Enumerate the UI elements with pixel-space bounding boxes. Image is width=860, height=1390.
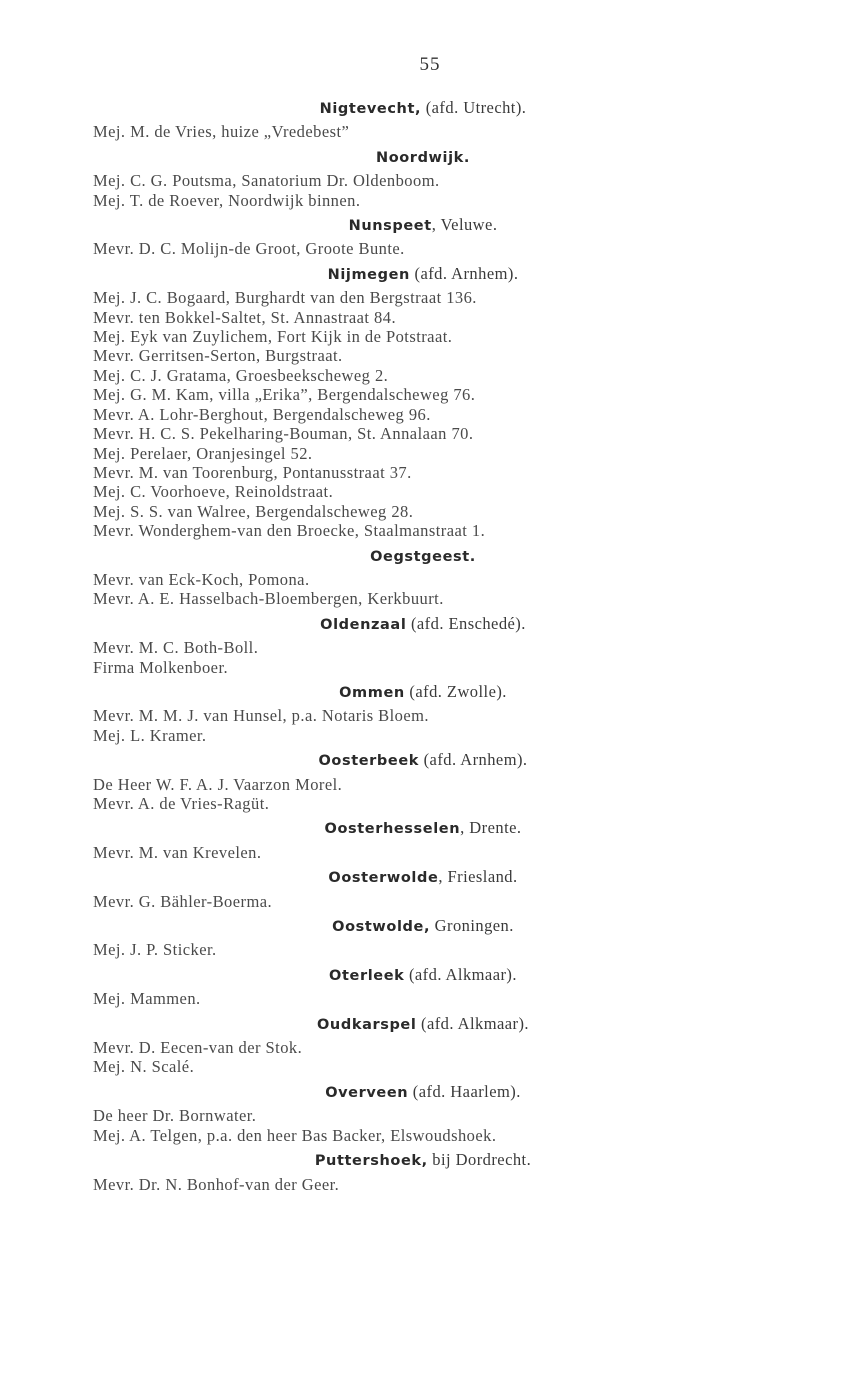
directory-section [93, 965, 673, 1009]
member-entry: Mevr. A. de Vries-Ragüt. [93, 794, 270, 813]
member-entry: Mevr. Gerritsen-Serton, Burgstraat. [93, 346, 343, 366]
directory-section [93, 98, 673, 142]
member-entry: Mej. C. J. Gratama, Groesbeekscheweg 2. [93, 365, 389, 385]
member-entry: Firma Molkenboer. [93, 657, 229, 677]
region-note: , Drente. [460, 818, 522, 838]
member-entry: Mevr. M. van Toorenburg, Pontanusstraat 37. [93, 462, 412, 482]
member-entry: Mej. J. C. Bogaard, Burghardt van den Bergstraat 136. [93, 288, 477, 308]
place-name: Oegstgeest. [370, 548, 476, 565]
place-name: Oterleek [329, 967, 405, 984]
section-heading [93, 215, 673, 236]
place-name: Oosterbeek [318, 753, 420, 770]
section-heading [93, 1014, 673, 1035]
member-entry: Mevr. M. C. Both-Boll. [93, 638, 259, 658]
directory-section [93, 682, 673, 745]
member-entry: Mevr. Wonderghem-van den Broecke, Staalmanstraat 1. [93, 521, 486, 541]
section-heading [93, 264, 673, 285]
section-heading [93, 682, 673, 703]
member-entry: Mej. S. S. van Walree, Bergendalscheweg 28. [93, 501, 414, 521]
directory-section [93, 818, 673, 862]
section-heading [93, 818, 673, 839]
member-entry: De Heer W. F. A. J. Vaarzon Morel. [93, 774, 343, 794]
directory-section [93, 750, 673, 813]
region-note: (afd. Alkmaar). [416, 1013, 529, 1033]
directory-section [93, 546, 673, 609]
directory-section [93, 264, 673, 541]
section-heading [93, 546, 673, 567]
region-note: (afd. Zwolle). [404, 681, 507, 701]
region-note: , Veluwe. [431, 215, 498, 235]
directory-section [93, 867, 673, 911]
directory-section [93, 1082, 673, 1145]
member-entry: Mej. G. M. Kam, villa „Erika”, Bergendalscheweg 76. [93, 385, 476, 405]
place-name: Oostwolde, [332, 919, 431, 936]
member-entry: Mej. A. Telgen, p.a. den heer Bas Backer, Elswoudshoek. [93, 1125, 497, 1145]
member-entry: Mevr. H. C. S. Pekelharing-Bouman, St. Annalaan 70. [93, 424, 474, 444]
directory-section [93, 916, 673, 960]
section-heading [93, 614, 673, 635]
place-name: Oosterwolde [328, 870, 439, 887]
directory-section [93, 147, 673, 210]
member-entry: Mevr. Dr. N. Bonhof-van der Geer. [93, 1174, 340, 1194]
section-heading [93, 916, 673, 937]
member-entry: Mej. T. de Roever, Noordwijk binnen. [93, 190, 361, 210]
member-entry: Mej. Perelaer, Oranjesingel 52. [93, 443, 313, 463]
region-note: (afd. Alkmaar). [404, 964, 517, 984]
member-entry: Mevr. A. E. Hasselbach-Bloembergen, Kerkbuurt. [93, 589, 444, 609]
place-name: Oudkarspel [317, 1016, 417, 1033]
region-note: (afd. Haarlem). [408, 1081, 521, 1101]
place-name: Oosterhesselen [324, 821, 461, 838]
member-entry: Mej. N. Scalé. [93, 1057, 195, 1077]
member-entry: Mevr. M. van Krevelen. [93, 842, 262, 862]
place-name: Ommen [339, 684, 405, 701]
region-note: (afd. Utrecht). [421, 98, 527, 117]
place-name: Noordwijk. [375, 149, 471, 166]
place-name: Nunspeet [348, 218, 432, 235]
member-directory [93, 98, 673, 1194]
member-entry: Mej. Eyk van Zuylichem, Fort Kijk in de Potstraat. [93, 327, 453, 347]
region-note: bij Dordrecht. [427, 1150, 532, 1170]
member-entry: Mevr. D. Eecen-van der Stok. [93, 1038, 303, 1058]
member-entry: Mevr. D. C. Molijn-de Groot, Groote Bunte. [93, 239, 405, 259]
member-entry: Mevr. ten Bokkel-Saltet, St. Annastraat 84. [93, 307, 397, 327]
section-heading [93, 1150, 673, 1171]
region-note: (afd. Arnhem). [419, 750, 528, 770]
region-note: (afd. Arnhem). [409, 263, 519, 283]
member-entry: Mej. Mammen. [93, 989, 201, 1009]
directory-section [93, 1014, 673, 1077]
region-note: , Friesland. [438, 867, 518, 887]
section-heading [93, 1082, 673, 1103]
member-entry: Mevr. M. M. J. van Hunsel, p.a. Notaris Bloem. [93, 706, 430, 726]
place-name: Overveen [325, 1084, 409, 1101]
section-heading [93, 98, 673, 119]
member-entry: Mevr. G. Bähler-Boerma. [93, 891, 273, 911]
member-entry: Mevr. A. Lohr-Berghout, Bergendalscheweg 96. [93, 404, 431, 424]
member-entry: De heer Dr. Bornwater. [93, 1106, 257, 1126]
directory-section [93, 614, 673, 677]
member-entry: Mevr. van Eck-Koch, Pomona. [93, 569, 310, 589]
directory-section [93, 215, 673, 259]
place-name: Puttershoek, [314, 1153, 428, 1170]
member-entry: Mej. M. de Vries, huize „Vredebest” [93, 122, 350, 142]
section-heading [93, 147, 673, 168]
region-note: Groningen. [430, 916, 514, 936]
region-note: (afd. Enschedé). [406, 613, 526, 633]
place-name: Nigtevecht, [319, 101, 422, 117]
member-entry: Mej. L. Kramer. [93, 725, 207, 745]
place-name: Nijmegen [327, 266, 410, 283]
section-heading [93, 965, 673, 986]
page-number: 55 [419, 54, 441, 75]
place-name: Oldenzaal [320, 616, 407, 633]
member-entry: Mej. C. Voorhoeve, Reinoldstraat. [93, 482, 334, 502]
section-heading [93, 867, 673, 888]
directory-section [93, 1150, 673, 1194]
member-entry: Mej. C. G. Poutsma, Sanatorium Dr. Oldenboom. [93, 171, 440, 191]
member-entry: Mej. J. P. Sticker. [93, 940, 217, 960]
section-heading [93, 750, 673, 771]
